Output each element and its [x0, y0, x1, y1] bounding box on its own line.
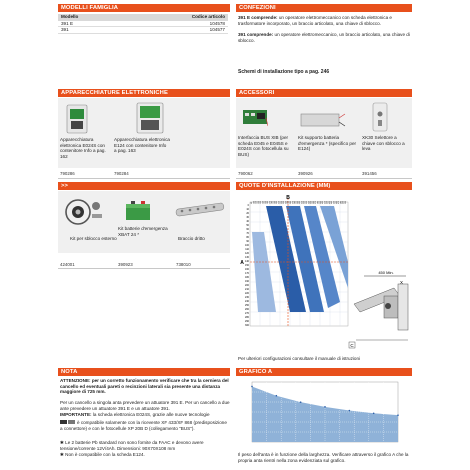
nota-compat-text: è compatibile solamente con la ricevente XF 433/XF 868 (predisposizione a connettore) e con le fotocellule XP 20B D (collegamento "BUS").: [60, 420, 227, 431]
divider: [58, 268, 230, 269]
nota-compat: [60, 420, 230, 431]
chart-point: [276, 395, 278, 397]
more-item-name: Kit batterie d'emergenza XBAT 24 *: [118, 226, 168, 237]
a-tick-label: 300: [245, 324, 249, 327]
a-tick-label: 130: [245, 256, 249, 259]
control-box-e024s-image: [66, 104, 88, 134]
configs-desc-1: un operatore elettromeccanico con scheda elettronica e trasformatore incorporato, un braccio articolato, una chiave di sblocco.: [238, 15, 392, 26]
b-tick-label: 310: [301, 201, 304, 204]
configs-bold-2: 391 comprende:: [238, 32, 274, 37]
b-tick-label: 190: [273, 201, 276, 204]
b-tick-label: 210: [278, 201, 281, 204]
install-header: QUOTE D'INSTALLAZIONE (MM): [236, 182, 412, 190]
electronics-item-code: 790286: [60, 171, 75, 176]
b-tick-label: 500: [345, 201, 347, 204]
a-tick-label: 100: [245, 244, 249, 247]
bus-tech-icon-2: [68, 420, 75, 424]
install-note: Per ulteriori configurazioni consultare il manuale di istruzioni: [238, 356, 361, 361]
b-tick-label: 370: [315, 201, 318, 204]
configs-text-1: [238, 15, 410, 26]
electronics-item-name: Apparecchiatura elettronica E024S con contenitore Info a pag. 162: [60, 137, 106, 159]
configs-text-2: [238, 32, 410, 43]
b-tick-label: 460: [335, 201, 338, 204]
col-code-label: Codice articolo: [191, 14, 225, 19]
battery-kit-image: [300, 110, 346, 130]
b-tick-label: 440: [331, 201, 334, 204]
model-code: 104578: [209, 20, 225, 26]
col-model-label: Modello: [61, 14, 79, 19]
more-item-code: 738010: [176, 262, 191, 267]
a-tick-label: 270: [245, 312, 249, 315]
b-tick-label: 410: [324, 201, 327, 204]
b-tick-label: 350: [310, 201, 313, 204]
b-tick-label: 380: [317, 201, 320, 204]
dim-450-label: 450 Min.: [378, 270, 394, 275]
nota-important: [60, 412, 230, 418]
electronics-item-name: Apparecchiatura elettronica E124 con contenitore Info a pag. 163: [114, 137, 170, 154]
b-tick-label: 480: [340, 201, 343, 204]
more-item-name: Kit per sblocco esterno: [70, 236, 117, 241]
b-tick-label: 340: [308, 201, 311, 204]
a-tick-label: 290: [245, 320, 249, 323]
a-tick-label: 250: [245, 304, 249, 307]
label-x: X: [400, 280, 404, 285]
accessories-item-name: XK30 Selettore a chiave con sblocco a leva: [362, 135, 405, 152]
chart-point: [397, 414, 399, 416]
b-tick-label: 240: [285, 201, 288, 204]
model-name: 391 E: [61, 20, 74, 26]
a-tick-label: 280: [245, 316, 249, 319]
a-tick-label: 220: [245, 292, 249, 295]
more-item-name: Braccio dritto: [178, 236, 205, 241]
a-tick-label: 120: [245, 252, 249, 255]
b-tick-label: 150: [264, 201, 267, 204]
a-tick-label: 30: [246, 216, 249, 219]
nota-incompat-text: Non è compatibile con la scheda E124.: [65, 452, 145, 457]
a-tick-label: 110: [245, 248, 249, 251]
a-tick-label: 210: [245, 288, 249, 291]
b-axis-ticks: [251, 201, 347, 204]
accessories-item-code: 790062: [238, 171, 253, 176]
chart-point: [324, 406, 326, 408]
straight-arm-image: [174, 198, 228, 222]
b-tick-label: 100: [253, 201, 256, 204]
install-diagram: [236, 192, 412, 352]
b-tick-label: 490: [342, 201, 345, 204]
b-tick-label: 360: [312, 201, 315, 204]
a-tick-label: 50: [246, 224, 249, 227]
b-tick-label: 180: [271, 201, 274, 204]
a-tick-label: 160: [245, 268, 249, 271]
b-tick-label: 280: [294, 201, 297, 204]
b-tick-label: 200: [276, 201, 279, 204]
chart-point: [300, 401, 302, 403]
b-tick-label: 290: [296, 201, 299, 204]
bus-interface-image: [242, 106, 268, 128]
b-tick-label: 450: [333, 201, 336, 204]
a-tick-label: 190: [245, 280, 249, 283]
divider: [236, 178, 412, 179]
b-tick-label: 160: [267, 201, 270, 204]
accessories-item-code: 390926: [298, 171, 313, 176]
b-tick-label: 120: [257, 201, 260, 204]
a-tick-label: 140: [245, 260, 249, 263]
a-tick-label: 150: [245, 264, 249, 267]
asterisk-icon: ✱: [60, 440, 66, 445]
b-tick-label: 430: [328, 201, 331, 204]
a-tick-label: 70: [246, 232, 249, 235]
release-kit-image: [62, 196, 106, 228]
configs-desc-2: un operatore elettromeccanico, un braccio articolato, una chiave di sblocco.: [238, 32, 410, 43]
nota-battery: [60, 440, 230, 451]
grafico-header: GRAFICO A: [236, 368, 412, 376]
electronics-header: APPARECCHIATURE ELETTRONICHE: [58, 89, 230, 97]
chart-point: [373, 412, 375, 414]
a-tick-label: 200: [245, 284, 249, 287]
install-schemes-link[interactable]: Schemi di installazione tipo a pag. 246: [238, 69, 330, 75]
a-tick-label: 80: [246, 236, 249, 239]
label-c-text: C: [350, 343, 354, 348]
nota-important-label: IMPORTANTE:: [60, 412, 92, 417]
a-tick-label: 20: [246, 212, 249, 215]
nota-important-text: la scheda elettronica E024S, grazie alle nuove tecnologie: [91, 412, 210, 417]
b-tick-label: 170: [269, 201, 272, 204]
weight-width-chart: [250, 380, 400, 444]
b-tick-label: 130: [260, 201, 263, 204]
accessories-header: ACCESSORI: [236, 89, 412, 97]
configs-header: CONFEZIONI: [236, 4, 412, 12]
a-tick-label: 0: [247, 204, 249, 207]
a-tick-label: 230: [245, 296, 249, 299]
b-tick-label: 220: [280, 201, 283, 204]
a-tick-label: 240: [245, 300, 249, 303]
b-tick-label: 260: [289, 201, 292, 204]
a-axis-ticks: [245, 204, 250, 327]
battery-xbat-image: [124, 200, 154, 222]
model-code: 104577: [209, 27, 225, 32]
a-tick-label: 40: [246, 220, 249, 223]
b-tick-label: 330: [306, 201, 309, 204]
electronics-item-code: 790284: [114, 171, 129, 176]
label-a: A: [240, 260, 244, 266]
a-tick-label: 260: [245, 308, 249, 311]
accessories-item-name: Kit supporto batteria d'emergenza * (specifico per E124): [298, 135, 357, 152]
more-accessories-header: >>: [58, 182, 230, 190]
b-tick-label: 420: [326, 201, 329, 204]
more-item-code: 424001: [60, 262, 75, 267]
b-tick-label: 470: [338, 201, 341, 204]
a-tick-label: 60: [246, 228, 249, 231]
control-box-e124-image: [136, 102, 164, 134]
b-tick-label: 400: [322, 201, 325, 204]
divider: [58, 178, 230, 179]
chart-point: [349, 410, 351, 412]
more-item-code: 390923: [118, 262, 133, 267]
nota-incompat: [60, 452, 230, 458]
nota-battery-text: Le 2 batterie Pb standard non sono fornite da FAAC e devono avere tensione/corrente 12V/4Ah. Dimensioni: 90X70X108 mm: [60, 440, 204, 451]
b-tick-label: 300: [299, 201, 302, 204]
asterisk-icon: ✱: [60, 452, 66, 457]
model-name: 391: [61, 27, 69, 32]
b-tick-label: 320: [303, 201, 306, 204]
b-tick-label: 270: [292, 201, 295, 204]
a-tick-label: 90: [246, 240, 249, 243]
b-tick-label: 230: [283, 201, 286, 204]
table-row: [58, 27, 228, 34]
b-tick-label: 140: [262, 201, 265, 204]
accessories-item-code: 391456: [362, 171, 377, 176]
b-tick-label: 390: [319, 201, 322, 204]
accessories-item-name: Interfaccia BUS XIB (per scheda E045 e E045S e E024S con fotocellula su BUS): [238, 135, 289, 157]
a-tick-label: 10: [246, 208, 249, 211]
operator-motor-drawing: [354, 284, 408, 330]
a-tick-label: 180: [245, 276, 249, 279]
grafico-note: Il peso dell'anta è in funzione della larghezza. Verificare attraverso il grafico A che la propria anta rientri nella zona evidenziata sul grafico.: [238, 452, 409, 463]
a-tick-label: 170: [245, 272, 249, 275]
models-header: MODELLI FAMIGLIA: [58, 4, 230, 12]
nota-warning: ATTENZIONE: per un corretto funzionamento verificare che tra la cerniera del cancello ed eventuali pareti o recinzioni laterali sia presente una distanza maggiore di 725 mm.: [60, 378, 229, 395]
nota-header: NOTA: [58, 368, 230, 376]
b-tick-label: 110: [255, 201, 258, 204]
label-b: B: [286, 195, 290, 201]
b-tick-label: 250: [287, 201, 290, 204]
chart-point: [251, 386, 253, 388]
configs-bold-1: 391 E comprende:: [238, 15, 278, 20]
nota-text: Per un cancello a singola anta prevedere un attuatore 391 E. Per un cancello a due ante prevedere un attuatore 391 E e un attuatore 391.: [60, 400, 230, 411]
b-tick-label: 90: [251, 202, 253, 204]
key-selector-image: [372, 102, 388, 132]
models-table: [58, 14, 228, 34]
bus-tech-icon: [60, 420, 67, 424]
